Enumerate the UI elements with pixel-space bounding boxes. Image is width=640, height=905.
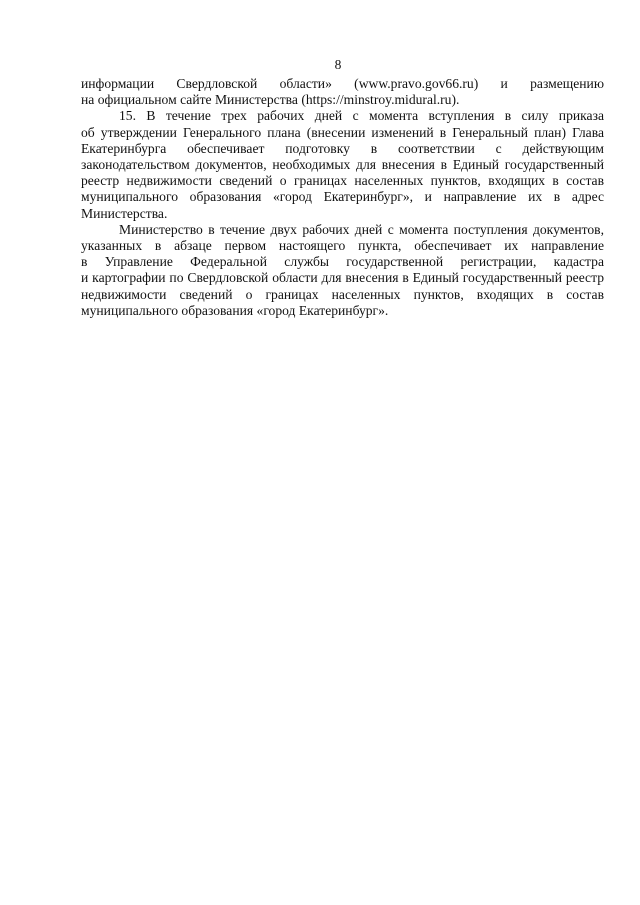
paragraph-continuation [81,76,604,108]
paragraph-item-15 [81,108,604,221]
text-line: Министерства. [81,205,168,221]
text-line: в Управление Федеральной службы государственной регистрации, кадастра [81,254,604,270]
text-line: информации Свердловской области» (www.pravo.gov66.ru) и размещению [81,76,604,91]
document-body [81,76,604,319]
text-line: реестр недвижимости сведений о границах населенных пунктов, входящих в состав [81,173,604,189]
text-line: указанных в абзаце первом настоящего пункта, обеспечивает их направление [81,238,604,254]
text-line: Екатеринбурга обеспечивает подготовку в соответствии с действующим [81,140,604,156]
text-line: на официальном сайте Министерства (https://minstroy.midural.ru). [81,92,460,108]
text-line: об утверждении Генерального плана (внесении изменений в Генеральный план) Глава [81,124,604,140]
text-line: недвижимости сведений о границах населенных пунктов, входящих в состав [81,286,604,302]
paragraph-ministry [81,222,604,319]
text-line: муниципального образования «город Екатеринбург», и направление их в адрес [81,189,604,205]
page-number: 8 [334,57,342,72]
text-line: Министерство в течение двух рабочих дней с момента поступления документов, [119,221,604,237]
text-line: законодательством документов, необходимых для внесения в Единый государственный [81,157,604,173]
text-line: и картографии по Свердловской области для внесения в Единый государственный реестр [81,270,604,286]
text-line: 15. В течение трех рабочих дней с момента вступления в силу приказа [119,108,604,124]
text-line: муниципального образования «город Екатеринбург». [81,302,389,318]
